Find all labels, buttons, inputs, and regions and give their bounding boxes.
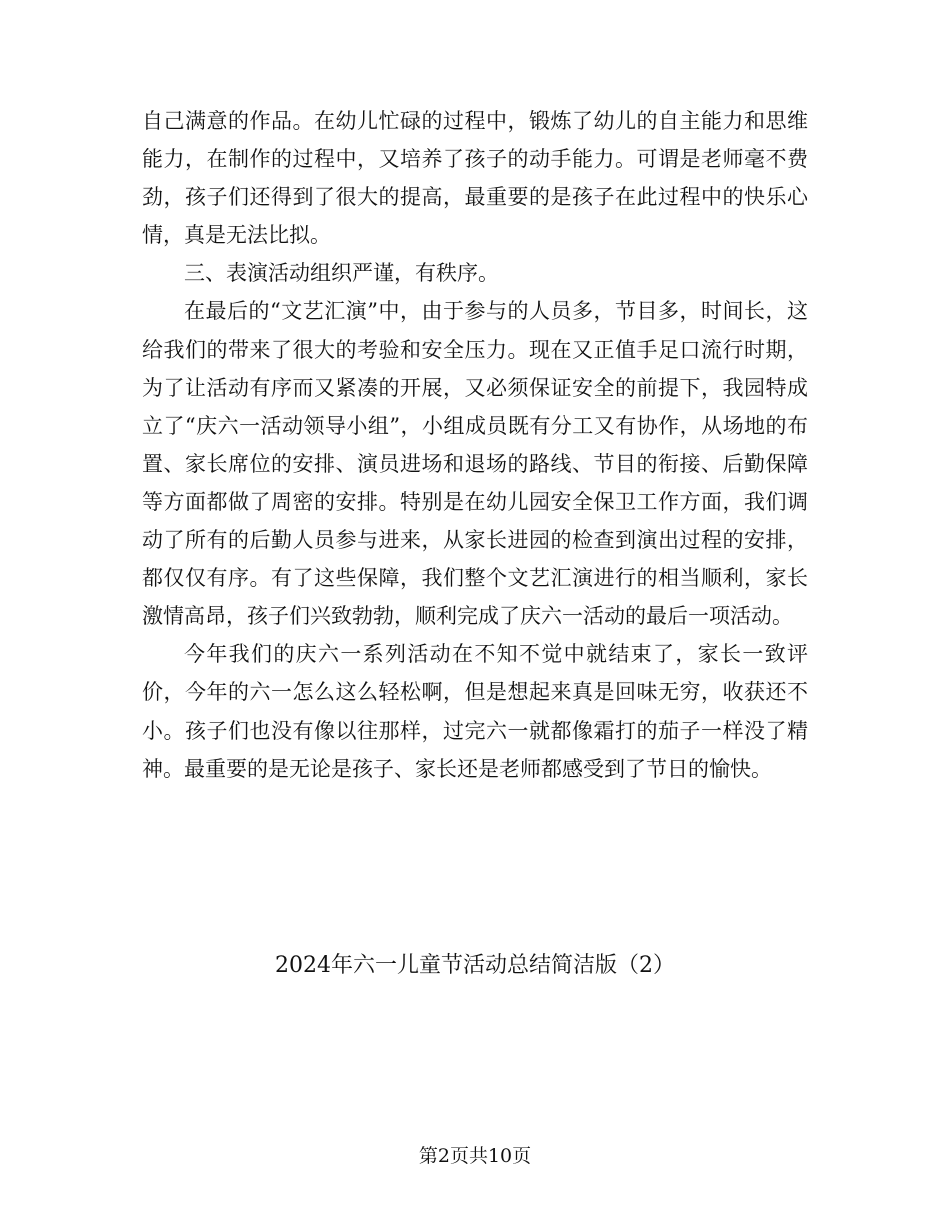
paragraph-conclusion: 今年我们的庆六一系列活动在不知不觉中就结束了，家长一致评价，今年的六一怎么这么轻松啊，但是想起来真是回味无穷，收获还不小。孩子们也没有像以往那样，过完六一就都像霜打的茄子一样没了精神。最重要的是无论是孩子、家长还是老师都感受到了节日的愉快。 bbox=[142, 642, 808, 781]
paragraph-continuation: 自己满意的作品。在幼儿忙碌的过程中，锻炼了幼儿的自主能力和思维能力，在制作的过程中，又培养了孩子的动手能力。可谓是老师毫不费劲，孩子们还得到了很大的提高，最重要的是孩子在此过程中的快乐心情，真是无法比拟。 bbox=[142, 109, 808, 248]
paragraph-performance: 在最后的“文艺汇演”中，由于参与的人员多，节目多，时间长，这给我们的带来了很大的考验和安全压力。现在又正值手足口流行时期，为了让活动有序而又紧凑的开展，又必须保证安全的前提下，我园特成立了“庆六一活动领导小组”，小组成员既有分工又有协作，从场地的布置、家长席位的安排、演员进场和退场的路线、节目的衔接、后勤保障等方面都做了周密的安排。特别是在幼儿园安全保卫工作方面，我们调动了所有的后勤人员参与进来，从家长进园的检查到演出过程的安排，都仅仅有序。有了这些保障，我们整个文艺汇演进行的相当顺利，家长激情高昂，孩子们兴致勃勃，顺利完成了庆六一活动的最后一项活动。 bbox=[142, 299, 808, 629]
page-number-footer: 第2页共10页 bbox=[418, 1145, 532, 1167]
section-heading-three: 三、表演活动组织严谨，有秩序。 bbox=[184, 261, 499, 286]
document-body bbox=[142, 102, 808, 788]
section-title: 2024年六一儿童节活动总结简洁版（2） bbox=[275, 953, 675, 978]
